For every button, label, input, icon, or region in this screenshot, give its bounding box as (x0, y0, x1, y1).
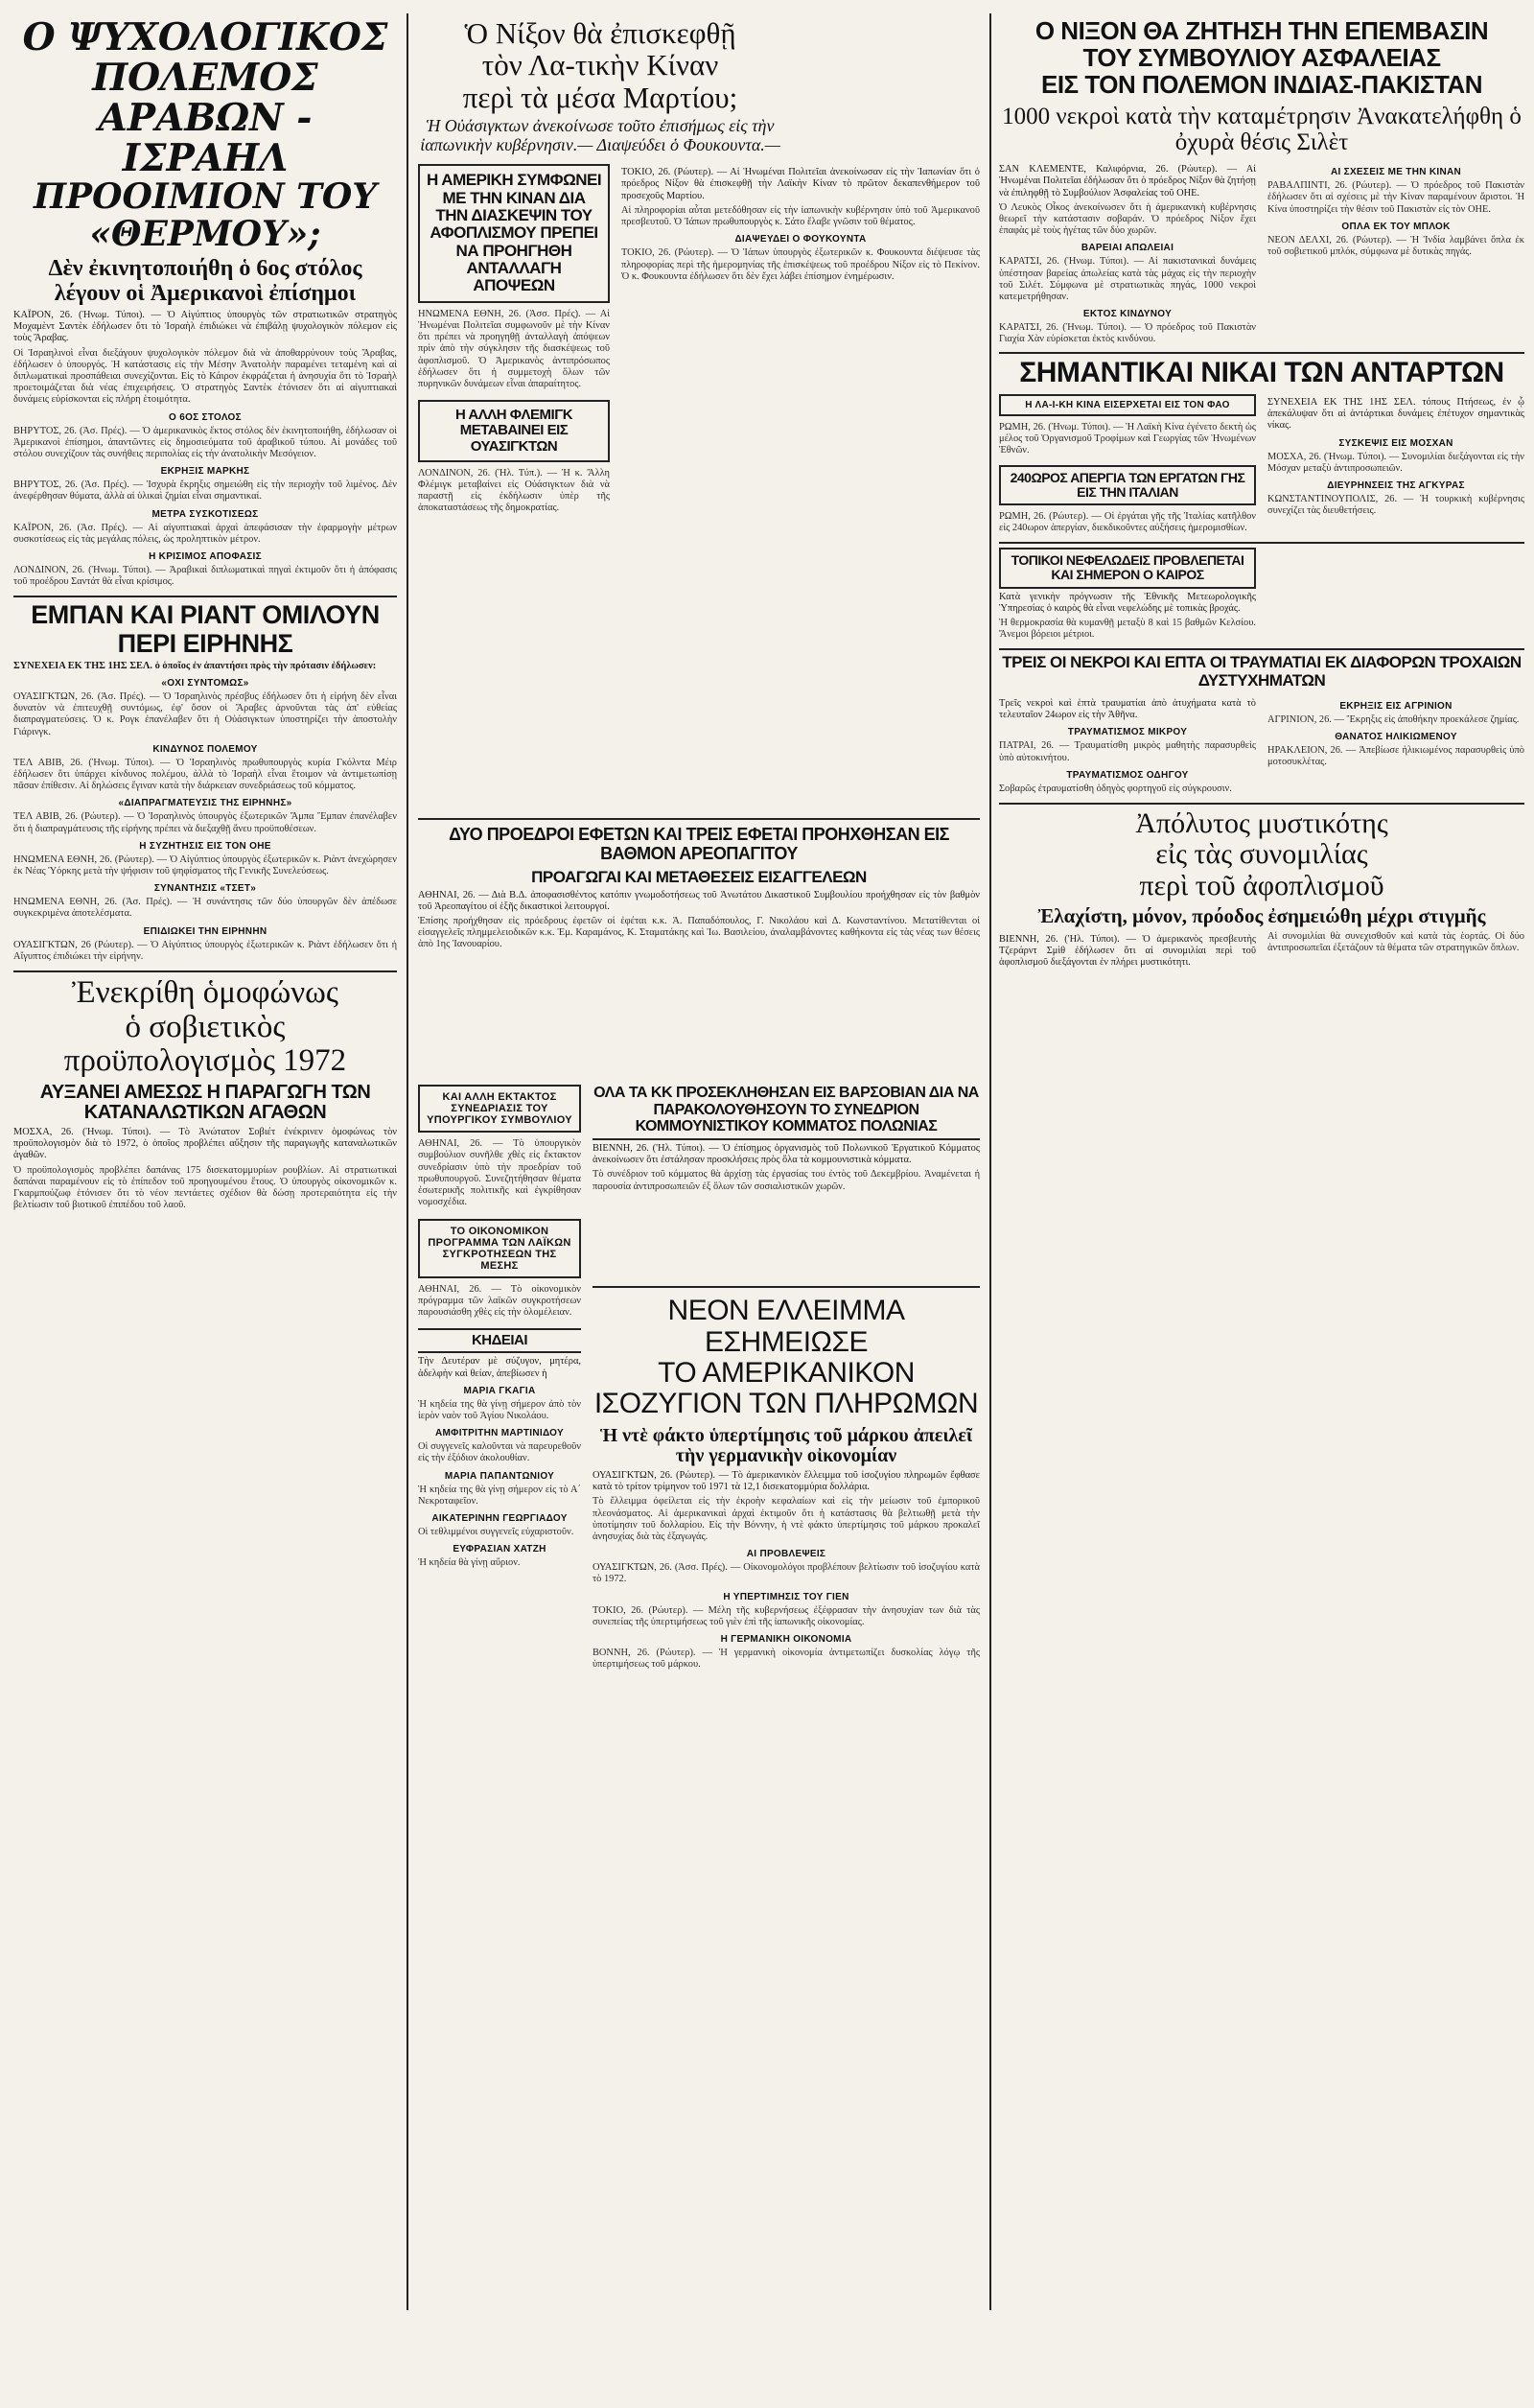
article-text-block: Ὁ προϋπολογισμὸς προβλέπει δαπάνας 175 δισεκατομμυρίων ρουβλίων. Αἱ στρατιωτικαὶ δαπάναι παραμένουν εἰς τὸ ἐπίπεδον τοῦ προηγουμένου ἔτους. Ὁ ὑπουργὸς οἰκονομικῶν κ. Γκαρμπούζωφ ἐτόνισεν ὅτι τὸ νέον πεντάετες σχέδιον θὰ δώσῃ προτεραιότητα εἰς τὴν βελτίωσιν τοῦ βιοτικοῦ ἐπιπέδου τοῦ λαοῦ. (13, 1164, 397, 1211)
column-rule (407, 13, 408, 2310)
article-text-block: Αἱ πληροφορίαι αὗται μετεδόθησαν εἰς τὴν ἰαπωνικὴν κυβέρνησιν ὑπὸ τοῦ Ἀμερικανοῦ πρεσβευτοῦ. Ὁ Ἰάπων πρωθυπουργὸς κ. Σάτο ἔλαβε γνῶσιν τοῦ θέματος. (621, 204, 980, 228)
cabinet-column (418, 1085, 581, 1569)
budget-article (13, 976, 397, 1211)
funerals-body: Τὴν Δευτέραν μὲ σύζυγον, μητέρα, ἀδελφὴν καὶ θείαν, ἀπεβίωσεν ἡ (418, 1356, 581, 1379)
article-text-block: Αἱ συνομιλίαι θὰ συνεχισθοῦν καὶ κατὰ τὰς ἑορτάς. Οἱ δύο ἀντιπροσωπεῖαι ἐξετάζουν τὰ θέματα τῶν στρατηγικῶν ὅπλων. (1267, 930, 1524, 954)
article-text-block: ΑΘΗΝΑΙ, 26. — Τὸ ὑπουργικὸν συμβούλιον συνῆλθε χθὲς εἰς ἔκτακτον συνεδρίασιν ὑπὸ τὴν προεδρίαν τοῦ πρωθυπουργοῦ. Συνεζητήθησαν θέματα ἐσωτερικῆς πολιτικῆς καὶ ἐγκρίθησαν νομοσχέδια. (418, 1138, 581, 1208)
deficit-headline-line-1: ΝΕΟΝ ΕΛΛΕΙΜΜΑ ΕΣΗΜΕΙΩΣΕ (667, 1295, 905, 1358)
deficit-headline-line-2: ΤΟ ΑΜΕΡΙΚΑΝΙΚΟΝ (658, 1357, 915, 1390)
budget-headline-line-1: Ἐνεκρίθη ὁμοφώνως (72, 975, 338, 1011)
courts-article (418, 826, 980, 950)
accidents-article (999, 654, 1524, 795)
funeral-text: Ἡ κηδεία θὰ γίνῃ αὔριον. (418, 1557, 521, 1569)
caption-not-soon: «ΟΧΙ ΣΥΝΤΟΜΩΣ» (161, 677, 249, 689)
courts-body: ΑΘΗΝΑΙ, 26. — Διὰ Β.Δ. ἀποφασισθέντος κατόπιν γνωμοδοτήσεως τοῦ Ἀνωτάτου Δικαστικοῦ Συμβουλίου προήχθησαν εἰς τὸν βαθμὸν τοῦ Ἀρεοπαγίτου οἱ ἑξῆς δικαστικοὶ λειτουργοί. (418, 889, 980, 912)
column-right (999, 17, 1524, 972)
caption-german-economy: Η ΓΕΡΜΑΝΙΚΗ ΟΙΚΟΝΟΜΙΑ (720, 1634, 852, 1646)
rebels-article (999, 358, 1524, 535)
secrecy-headline-line-2: εἰς τὰς συνομιλίας (1155, 838, 1368, 871)
section-divider (999, 648, 1524, 650)
deficit-body: ΟΥΑΣΙΓΚΤΩΝ, 26. (Ρώυτερ). — Τὸ ἀμερικανικὸν ἔλλειμμα τοῦ ἰσοζυγίου πληρωμῶν ἔφθασε κατὰ τὸ τρίτον τρίμηνον τοῦ 1971 τὰ 12,1 δισεκατομμύρια δολλάρια. (593, 1470, 980, 1493)
caption-un-debate: Η ΣΥΖΗΤΗΣΙΣ ΕΙΣ ΤΟΝ ΟΗΕ (139, 840, 271, 852)
caption-war-danger: ΚΙΝΔΥΝΟΣ ΠΟΛΕΜΟΥ (152, 743, 258, 755)
article-text-block: ΝΕΟΝ ΔΕΛΧΙ, 26. (Ρώυτερ). — Ἡ Ἰνδία λαμβάνει ὅπλα ἐκ τοῦ σοβιετικοῦ μπλόκ, σύμφωνα μὲ δυτικὰς πηγάς. (1267, 234, 1524, 258)
caption-china-relations: ΑΙ ΣΧΕΣΕΙΣ ΜΕ ΤΗΝ ΚΙΝΑΝ (1330, 167, 1462, 178)
funeral-text: Οἱ τεθλιμμένοι συγγενεῖς εὐχαριστοῦν. (418, 1526, 574, 1537)
security-headline-line-3: ΕΙΣ ΤΟΝ ΠΟΛΕΜΟΝ ΙΝΔΙΑΣ-ΠΑΚΙΣΤΑΝ (1040, 70, 1482, 100)
section-divider (999, 542, 1524, 544)
accidents-left (999, 695, 1256, 795)
section-divider (593, 1286, 980, 1288)
china-fao-box (999, 394, 1256, 416)
article-text-block: ΜΟΣΧΑ, 26. (Ἠνωμ. Τύποι). — Συνομιλίαι διεξάγονται εἰς τὴν Μόσχαν μεταξὺ ἀντιπροσωπειῶν. (1267, 451, 1524, 474)
poland-headline: ΟΛΑ ΤΑ ΚΚ ΠΡΟΣΕΚΛΗΘΗΣΑΝ ΕΙΣ ΒΑΡΣΟΒΙΑΝ ΔΙΑ ΝΑ ΠΑΡΑΚΟΛΟΥΘΗΣΟΥΝ ΤΟ ΣΥΝΕΔΡΙΟΝ ΚΟΜΜΟΥΝΙΣΤΙΚΟΥ ΚΟΜΜΑΤΟΣ ΠΟΛΩΝΙΑΣ (593, 1085, 980, 1140)
caption-forecasts: ΑΙ ΠΡΟΒΛΕΨΕΙΣ (746, 1549, 826, 1560)
funeral-name: ΑΙΚΑΤΕΡΙΝΗΝ ΓΕΩΡΓΙΑΔΟΥ (431, 1512, 568, 1524)
article-text-block: ΛΟΝΔΙΝΟΝ, 26. (Ἠνωμ. Τύποι). — Ἀραβικαὶ διπλωματικαὶ πηγαὶ ἐκτιμοῦν ὅτι ἡ ἀπόφασις τοῦ προέδρου Σαντάτ θὰ εἶναι κρίσιμος. (13, 565, 397, 588)
caption-moscow-talks: ΣΥΣΚΕΨΙΣ ΕΙΣ ΜΟΣΧΑΝ (1338, 437, 1453, 449)
secrecy-headline-line-3: περὶ τοῦ ἀφοπλισμοῦ (1139, 869, 1384, 901)
article-text-block: ΗΡΑΚΛΕΙΟΝ, 26. — Ἀπεβίωσε ἡλικιωμένος παρασυρθεὶς ὑπὸ μοτοσυκλέτας. (1267, 745, 1524, 768)
security-subhead: 1000 νεκροὶ κατὰ τὴν καταμέτρησιν Ἀνακατελήφθη ὁ ὀχυρὰ θέσις Σιλὲτ (1002, 104, 1522, 156)
column-rule (989, 13, 991, 2310)
peace-intro: ΣΥΝΕΧΕΙΑ ΕΚ ΤΗΣ 1ΗΣ ΣΕΛ. ὁ ὁποῖος ἐν ἀπαντήσει πρὸς τὴν πρότασιν ἐδήλωσεν: (13, 660, 377, 671)
caption-ankara: ΔΙΕΥΡΗΝΣΕΙΣ ΤΗΣ ΑΓΚΥΡΑΣ (1327, 480, 1465, 492)
article-text-block: Ἐπίσης προήχθησαν εἰς πρόεδρους ἐφετῶν οἱ ἐφέται κ.κ. Ἀ. Παπαδόπουλος, Γ. Νικολάου καὶ Δ. Κωνσταντίνου. Μετατίθενται οἱ εἰσαγγελεῖς πλημμελειοδικῶν κ.κ. Ἐμ. Καραμάνος, Κ. Σταματάκης καὶ Ἰω. Βασιλείου, ἀναλαμβάνοντες καθήκοντα εἰς τὰς νέας των θέσεις ἀπὸ 1ης Ἰανουαρίου. (418, 915, 980, 950)
article-text-block: ΤΟΚΙΟ, 26. (Ρώυτερ). — Μέλη τῆς κυβερνήσεως ἐξέφρασαν τὴν ἀνησυχίαν των διὰ τὰς συνεπείας τῆς ὑπερτιμήσεως τοῦ γιὲν ἐπὶ τῆς ἰαπωνικῆς οἰκονομίας. (593, 1604, 980, 1627)
deficit-subhead: Ἡ ντὲ φάκτο ὑπερτίμησις τοῦ μάρκου ἀπειλεῖ τὴν γερμανικὴν οἰκονομίαν (599, 1424, 973, 1467)
article-text-block: ΤΕΛ ΑΒΙΒ, 26. (Ἠνωμ. Τύποι). — Ὁ Ἰσραηλινὸς πρωθυπουργὸς κυρία Γκόλντα Μέιρ ἐδήλωσεν ὅτι ὑπάρχει κίνδυνος πολέμου, ἀλλὰ τὸ Ἰσραὴλ εἶναι ἕτοιμον νὰ ἀντιμετωπίσῃ πᾶσαν ἐπίθεσιν. Αἱ δηλώσεις ἔγιναν κατὰ τὴν διάρκειαν συνεδριάσεως τοῦ κόμματος. (13, 757, 397, 792)
security-headline-line-2: ΤΟΥ ΣΥΜΒΟΥΛΙΟΥ ΑΣΦΑΛΕΙΑΣ (1082, 43, 1441, 73)
caption-child-injury: ΤΡΑΥΜΑΤΙΣΜΟΣ ΜΙΚΡΟΥ (1067, 727, 1188, 738)
nixon-headline-line-1: Ὁ Νίξον θὰ ἐπισκεφθῇ (464, 16, 736, 50)
rebels-left (999, 394, 1256, 534)
middle-upper-section (418, 164, 980, 1085)
article-text-block: ΑΘΗΝΑΙ, 26. — Τὸ οἰκονομικὸν πρόγραμμα τῶν λαϊκῶν συγκροτήσεων παρουσιάσθη χθὲς εἰς τὴν ὁλομέλειαν. (418, 1283, 581, 1318)
us-china-headline: Η ΑΜΕΡΙΚΗ ΣΥΜΦΩΝΕΙ ΜΕ ΤΗΝ ΚΙΝΑΝ ΔΙΑ ΤΗΝ ΔΙΑΣΚΕΨΙΝ ΤΟΥ ΑΦΟΠΛΙΣΜΟΥ ΠΡΕΠΕΙ ΝΑ ΠΡΟΗΓΗΘΗ ΑΝΤΑΛΛΑΓΗ ΑΠΟΨΕΩΝ (426, 171, 602, 295)
article-text-block: ΡΩΜΗ, 26. (Ἠνωμ. Τύποι). — Ἡ Λαϊκὴ Κίνα ἐγένετο δεκτὴ ὡς μέλος τοῦ Ὀργανισμοῦ Τροφίμων καὶ Γεωργίας τῶν Ἡνωμένων Ἐθνῶν. (999, 422, 1256, 456)
strike-box (999, 465, 1256, 505)
article-text-block: ΡΑΒΑΛΠΙΝΤΙ, 26. (Ρώυτερ). — Ὁ πρόεδρος τοῦ Πακιστὰν ἐδήλωσεν ὅτι αἱ σχέσεις μὲ τὴν Κίναν παραμένουν ἄριστοι. Ἡ Κίνα ὑποστηρίζει τὴν θέσιν τοῦ Πακιστὰν εἰς τὸν ΟΗΕ. (1267, 180, 1524, 215)
nixon-china-article (418, 17, 782, 154)
nixon-subhead: Ἡ Οὐάσιγκτων ἀνεκοίνωσε τοῦτο ἐπισήμως εἰς τὴν ἰαπωνικὴν κυβέρνησιν.— Διαψεύδει ὁ Φουκουντα.— (420, 116, 780, 154)
budget-subhead: ΑΥΞΑΝΕΙ ΑΜΕΣΩΣ Η ΠΑΡΑΓΩΓΗ ΤΩΝ ΚΑΤΑΝΑΛΩΤΙΚΩΝ ΑΓΑΘΩΝ (39, 1081, 371, 1124)
weather-box (999, 548, 1256, 588)
caption-yen: Η ΥΠΕΡΤΙΜΗΣΙΣ ΤΟΥ ΓΙΕΝ (723, 1591, 849, 1602)
funerals-title: ΚΗΔΕΙΑΙ (418, 1328, 581, 1353)
secrecy-headline-line-1: Ἀπόλυτος μυστικότης (1135, 807, 1388, 840)
funeral-text: Ἡ κηδεία της θὰ γίνῃ σήμερον ἀπὸ τὸν ἱερὸν ναὸν τοῦ Ἁγίου Νικολάου. (418, 1398, 581, 1421)
economy-box (418, 1219, 581, 1278)
section-divider (999, 352, 1524, 354)
column-left (13, 17, 397, 1212)
funeral-name: ΑΜΦΙΤΡΙΤΗΝ ΜΑΡΤΙΝΙΔΟΥ (435, 1428, 564, 1439)
courts-headline: ΔΥΟ ΠΡΟΕΔΡΟΙ ΕΦΕΤΩΝ ΚΑΙ ΤΡΕΙΣ ΕΦΕΤΑΙ ΠΡΟΗΧΘΗΣΑΝ ΕΙΣ ΒΑΘΜΟΝ ΑΡΕΟΠΑΓΙΤΟΥ (449, 825, 949, 863)
funeral-text: Οἱ συγγενεῖς καλοῦνται νὰ παρευρεθοῦν εἰς τὴν ἐξόδιον ἀκολουθίαν. (418, 1441, 581, 1464)
section-divider (13, 596, 397, 597)
secrecy-article (999, 808, 1524, 971)
caption-heavy-losses: ΒΑΡΕΙΑΙ ΑΠΩΛΕΙΑΙ (1081, 243, 1174, 254)
budget-headline-line-2: ὁ σοβιετικὸς (125, 1009, 286, 1044)
security-body: ΣΑΝ ΚΛΕΜΕΝΤΕ, Καλιφόρνια, 26. (Ρώυτερ). — Αἱ Ἡνωμέναι Πολιτεῖαι ἐδήλωσαν ὅτι ὁ πρόεδρος Νίξον θὰ ζητήσῃ νὰ ἐπιληφθῇ τὸ Συμβούλιον Ἀσφαλείας τοῦ ΟΗΕ. (999, 164, 1256, 199)
caption-bloc-weapons: ΟΠΛΑ ΕΚ ΤΟΥ ΜΠΛΟΚ (1341, 221, 1451, 232)
weather-body: Κατὰ γενικὴν πρόγνωσιν τῆς Ἐθνικῆς Μετεωρολογικῆς Ὑπηρεσίας ὁ καιρὸς θὰ εἶναι νεφελώδης μὲ τοπικὰς βροχάς. (999, 591, 1256, 614)
security-body-columns (999, 161, 1524, 345)
article-text-block: ΑΓΡΙΝΙΟΝ, 26. — Ἔκρηξις εἰς ἀποθήκην προεκάλεσε ζημίας. (1267, 714, 1520, 726)
security-council-article (999, 17, 1524, 346)
caption-china-fao: Η ΛΑ-Ι-ΚΗ ΚΙΝΑ ΕΙΣΕΡΧΕΤΑΙ ΕΙΣ ΤΟΝ ΦΑΟ (1025, 400, 1230, 411)
main-headline-line-1: Ο ΨΥΧΟΛΟΓΙΚΟΣ ΠΟΛΕΜΟΣ (22, 15, 388, 101)
caption-out-of-danger: ΕΚΤΟΣ ΚΙΝΔΥΝΟΥ (1082, 309, 1173, 320)
nixon-body-column (621, 164, 980, 283)
secrecy-subhead: Ἐλαχίστη, μόνον, πρόοδος ἐσημειώθη μέχρι στιγμῆς (1037, 904, 1486, 928)
section-divider (418, 818, 980, 820)
main-article (13, 17, 397, 588)
main-subhead: Δὲν ἐκινητοποιήθη ὁ 6ος στόλος λέγουν οἱ Ἀμερικανοὶ ἐπίσημοι (48, 256, 362, 307)
article-text-block: ΤΟΚΙΟ, 26. (Ρώυτερ). — Ὁ Ἰάπων ὑπουργὸς ἐξωτερικῶν κ. Φουκουντα διέψευσε τὰς πληροφορίας περὶ τῆς ἡμερομηνίας τῆς ἐπισκέψεως τοῦ προέδρου Νίξον εἰς τὸ Πεκίνον. Ὁ κ. Φουκουντα ἐδήλωσεν ὅτι δὲν ἔχει λάβει ἐπίσημον ἐνημέρωσιν. (621, 247, 980, 282)
caption-cabinet: ΚΑΙ ΑΛΛΗ ΕΚΤΑΚΤΟΣ ΣΥΝΕΔΡΙΑΣΙΣ ΤΟΥ ΥΠΟΥΡΓΙΚΟΥ ΣΥΜΒΟΥΛΙΟΥ (427, 1091, 572, 1127)
secrecy-body: ΒΙΕΝΝΗ, 26. ('Ηλ. Τύποι). — Ὁ ἀμερικανὸς πρεσβευτὴς Τζεράρντ Σμὶθ ἐδήλωσεν ὅτι αἱ συνομιλίαι περὶ τοῦ ἀφοπλισμοῦ διεξάγονται ἐν πλήρει μυστικότητι. (999, 933, 1256, 969)
us-china-box (418, 164, 610, 303)
security-body-right (1267, 161, 1524, 345)
middle-lower-section (418, 1085, 980, 2408)
article-text-block: Ἡ θερμοκρασία θὰ κυμανθῇ μεταξὺ 8 καὶ 15 βαθμῶν Κελσίου. Ἄνεμοι βόρειοι μέτριοι. (999, 617, 1256, 641)
article-text-block: ΟΥΑΣΙΓΚΤΩΝ, 26 (Ρώυτερ). — Ὁ Αἰγύπτιος ὑπουργὸς ἐξωτερικῶν κ. Ριὰντ ἐδήλωσεν ὅτι ἡ Αἴγυπτος ἐπιδιώκει τὴν εἰρήνην. (13, 939, 397, 962)
article-text-block: ΠΑΤΡΑΙ, 26. — Τραυματίσθη μικρὸς μαθητὴς παρασυρθεὶς ὑπὸ αὐτοκινήτου. (999, 740, 1256, 763)
secrecy-columns (999, 931, 1524, 972)
article-text-block: ΟΥΑΣΙΓΚΤΩΝ, 26. (Ἀσ. Πρές). — Ὁ Ἰσραηλινὸς πρέσβυς ἐδήλωσεν ὅτι ἡ εἰρήνη δὲν εἶναι δυνατὸν νὰ ἐπιτευχθῇ συντόμως, ἐφ' ὅσον οἱ Ἄραβες ἀρνοῦνται τὰς ἀπ' εὐθείας διαπραγματεύσεις. Ὁ κ. Ρογκ ἐπανέλαβεν ὅτι ἡ Οὐάσιγκτων ὑποστηρίζει τὴν ἀποστολὴν Γιάρινγκ. (13, 690, 397, 737)
peace-article (13, 601, 397, 963)
article-text-block: ΤΕΛ ΑΒΙΒ, 26. (Ρώυτερ). — Ὁ Ἰσραηλινὸς ὑπουργὸς ἐξωτερικῶν Ἄμπα Ἔμπαν ἐπανέλαβεν ὅτι ἡ διαπραγμάτευσις τῆς εἰρήνης πρέπει νὰ διεξαχθῇ ἄνευ προϋποθέσεων. (13, 811, 397, 834)
article-text-block: ΚΑΡΑΤΣΙ, 26. (Ἠνωμ. Τύποι). — Ὁ πρόεδρος τοῦ Πακιστὰν Γιαχία Χὰν εὑρίσκεται ἐκτὸς κινδύνου. (999, 322, 1256, 345)
flemig-box (418, 400, 610, 462)
funerals-section (418, 1328, 581, 1569)
caption-explosion: ΕΚΡΗΞΙΣ ΜΑΡΚΗΣ (160, 466, 250, 478)
section-divider (999, 803, 1524, 805)
article-text-block: ΒΗΡΥΤΟΣ, 26. (Ἀσ. Πρές). — Ὁ ἀμερικανικὸς ἕκτος στόλος δὲν ἐκινητοποιήθη, ἐδήλωσαν οἱ Ἀμερικανοὶ ἐπίσημοι, ἀπαντῶντες εἰς δημοσιεύματα τοῦ ἀραβικοῦ τύπου. Αἱ μονάδες τοῦ στόλου συνεχίζουν τὰς συνήθεις περιπολίας εἰς τὴν ἀνατολικὴν Μεσόγειον. (13, 425, 397, 460)
article-text-block: ΗΝΩΜΕΝΑ ΕΘΝΗ, 26. (Ἀσ. Πρές). — Ἡ συνάντησις τῶν δύο ὑπουργῶν δὲν ἀπέδωσε συγκεκριμένα ἀποτελέσματα. (13, 897, 397, 920)
article-text-block: ΗΝΩΜΕΝΑ ΕΘΝΗ, 26. (Ρώυτερ). — Ὁ Αἰγύπτιος ὑπουργὸς ἐξωτερικῶν κ. Ριὰντ ἀνεχώρησεν ἐκ Νέας Ὑόρκης μετὰ τὴν ψήφισιν τοῦ ψηφίσματος τῆς Γενικῆς Συνελεύσεως. (13, 853, 397, 877)
flemig-headline: Η ΑΛΛΗ ΦΛΕΜΙΓΚ ΜΕΤΑΒΑΙΝΕΙ ΕΙΣ ΟΥΑΣΙΓΚΤΩΝ (454, 407, 573, 455)
article-text-block: ΗΝΩΜΕΝΑ ΕΘΝΗ, 26. (Ἀσσ. Πρές). — Αἱ Ἡνωμέναι Πολιτεῖαι συμφωνοῦν μὲ τὴν Κίναν ὅτι πρέπει νὰ προηγηθῇ ἀνταλλαγὴ ἀπόψεων πρὶν ἀπὸ τὴν σύγκλησιν τῆς διασκέψεως τοῦ ἀφοπλισμοῦ. Ὁ Ἀμερικανὸς ἀντιπρόσωπος ἐδήλωσεν ὅτι ἡ συμμετοχὴ ὅλων τῶν πυρηνικῶν δυνάμεων εἶναι ἀπαραίτητος. (418, 308, 610, 390)
security-headline-line-1: Ο ΝΙΞΟΝ ΘΑ ΖΗΤΗΣΗ ΤΗΝ ΕΠΕΜΒΑΣΙΝ (1034, 16, 1489, 45)
rebels-body: ΣΥΝΕΧΕΙΑ ΕΚ ΤΗΣ 1ΗΣ ΣΕΛ. τόπους Πτήσεως, ἐν ᾧ ἀπεκάλυψαν ὅτι αἱ ἀντάρτικαι δυνάμεις ἐπέτυχον σημαντικὰς νίκας. (1267, 397, 1524, 432)
caption-agrinio: ΕΚΡΗΞΙΣ ΕΙΣ ΑΓΡΙΝΙΟΝ (1339, 701, 1453, 713)
us-china-column (418, 164, 610, 514)
article-text-block: ΚΑΪΡΟΝ, 26. (Ἀσ. Πρές). — Αἱ αἰγυπτιακαὶ ἀρχαὶ ἀπεφάσισαν τὴν ἐφαρμογὴν μέτρων συσκοτίσεως εἰς τὰς μεγάλας πόλεις, ὡς προληπτικὸν μέτρον. (13, 522, 397, 545)
poland-article (593, 1085, 980, 1193)
main-article-text-block: Οἱ Ἰσραηλινοὶ εἶναι διεξάγουν ψυχολογικὸν πόλεμον διὰ νὰ ἀποθαρρύνουν τοὺς Ἄραβας, ἐδήλωσεν ὁ ὑπουργός. Ἡ κατάστασις εἰς τὴν Μέσην Ἀνατολὴν παραμένει τεταμένη καὶ αἱ διπλωματικαὶ προσπάθειαι συνεχίζονται. Εἰς τὸ Κάιρον ἐκφράζεται ἡ ἀνησυχία ὅτι τὸ Ἰσραὴλ προετοιμάζεται διὰ νέας ἐπιχειρήσεις. Ὁ στρατηγὸς Σαντὲκ ἐτόνισεν ὅτι αἱ αἰγυπτιακαὶ δυνάμεις εὑρίσκονται εἰς πλήρη ἑτοιμότητα. (13, 347, 397, 406)
accidents-headline: ΤΡΕΙΣ ΟΙ ΝΕΚΡΟΙ ΚΑΙ ΕΠΤΑ ΟΙ ΤΡΑΥΜΑΤΙΑΙ ΕΚ ΔΙΑΦΟΡΩΝ ΤΡΟΧΑΙΩΝ ΔΥΣΤΥΧΗΜΑΤΩΝ (1002, 653, 1522, 690)
article-text-block: ΒΟΝΝΗ, 26. (Ρώυτερ). — Ἡ γερμανικὴ οἰκονομία ἀντιμετωπίζει δυσκολίας λόγῳ τῆς ὑπερτιμήσεως τοῦ μάρκου. (593, 1648, 980, 1671)
weather-article (999, 548, 1256, 641)
main-headline-line-3: ΠΡΟΟΙΜΙΟΝ ΤΟΥ «ΘΕΡΜΟΥ»; (34, 176, 377, 255)
secrecy-left (999, 931, 1256, 972)
accidents-columns (999, 695, 1524, 795)
funeral-name: ΜΑΡΙΑ ΓΚΑΓΙΑ (463, 1385, 536, 1396)
poland-body: ΒΙΕΝΝΗ, 26. ('Ηλ. Τύποι). — Ὁ ἐπίσημος ὀργανισμὸς τοῦ Πολωνικοῦ Ἐργατικοῦ Κόμματος ἀνεκοίνωσεν ὅτι ἐστάλησαν προσκλήσεις πρὸς ὅλα τὰ κομμουνιστικὰ κόμματα. (593, 1143, 980, 1166)
caption-seeks-peace: ΕΠΙΔΙΩΚΕΙ ΤΗΝ ΕΙΡΗΝΗΝ (143, 925, 267, 937)
article-text-block: Σοβαρῶς ἐτραυματίσθη ὁδηγὸς φορτηγοῦ εἰς σύγκρουσιν. (999, 783, 1232, 794)
budget-body: ΜΟΣΧΑ, 26. (Ἠνωμ. Τύποι). — Τὸ Ἀνώτατον Σοβιέτ ἐνέκρινεν ὁμοφώνως τὸν προϋπολογισμὸν διὰ τὸ 1972, ὁ ὁποῖος προβλέπει αὔξησιν τῆς παραγωγῆς καταναλωτικῶν ἀγαθῶν. (13, 1127, 397, 1161)
budget-headline-line-3: προϋπολογισμὸς 1972 (63, 1043, 347, 1079)
article-text-block: ΒΗΡΥΤΟΣ, 26. (Ἀσ. Πρές). — Ἰσχυρὰ ἔκρηξις σημειώθη εἰς τὴν περιοχὴν τοῦ λιμένος. Δὲν ἀνεφέρθησαν θύματα, ἀλλὰ αἱ ὑλικαὶ ζημίαι εἶναι σημαντικαί. (13, 479, 397, 503)
funeral-name: ΜΑΡΙΑ ΠΑΠΑΝΤΩΝΙΟΥ (444, 1470, 555, 1482)
article-text-block: ΟΥΑΣΙΓΚΤΩΝ, 26. (Ἀσσ. Πρές). — Οἰκονομολόγοι προβλέπουν βελτίωσιν τοῦ ἰσοζυγίου κατὰ τὸ 1972. (593, 1562, 980, 1585)
caption-peace-talks: «ΔΙΑΠΡΑΓΜΑΤΕΥΣΙΣ ΤΗΣ ΕΙΡΗΝΗΣ» (118, 798, 292, 809)
accidents-body: Τρεῖς νεκροὶ καὶ ἑπτὰ τραυματίαι ἀπὸ ἀτυχήματα κατὰ τὸ τελευταῖον 24ωρον εἰς τὴν Ἀθῆνα. (999, 698, 1256, 721)
article-text-block: Τὸ συνέδριον τοῦ κόμματος θὰ ἀρχίσῃ τὰς ἐργασίας του ἐντὸς τοῦ Δεκεμβρίου. Ἀναμένεται ἡ παρουσία ἀντιπροσωπειῶν ἐξ ὅλων τῶν σοσιαλιστικῶν χωρῶν. (593, 1169, 980, 1192)
main-headline-line-2: ΑΡΑΒΩΝ - ΙΣΡΑΗΛ (98, 96, 313, 181)
accidents-right (1267, 695, 1524, 795)
caption-meeting: ΣΥΝΑΝΤΗΣΙΣ «ΤΣΕΤ» (153, 883, 257, 895)
rebels-headline: ΣΗΜΑΝΤΙΚΑΙ ΝΙΚΑΙ ΤΩΝ ΑΝΤΑΡΤΩΝ (1019, 356, 1504, 388)
nixon-body: ΤΟΚΙΟ, 26. (Ρώυτερ). — Αἱ Ἡνωμέναι Πολιτεῖαι ἀνεκοίνωσαν εἰς τὴν Ἰαπωνίαν ὅτι ὁ πρόεδρος Νίξον θὰ ἐπισκεφθῇ τὴν Λαϊκὴν Κίναν τὸ πρῶτον δεκαπενθήμερον τοῦ προσεχοῦς Μαρτίου. (621, 167, 980, 201)
section-divider (13, 970, 397, 972)
caption-elderly-death: ΘΑΝΑΤΟΣ ΗΛΙΚΙΩΜΕΝΟΥ (1335, 732, 1457, 743)
article-text-block: ΛΟΝΔΙΝΟΝ, 26. (Ἠλ. Τύπ.). — Ἡ κ. Ἄλλη Φλέμιγκ μεταβαίνει εἰς Οὐάσιγκτων διὰ νὰ παραστῇ εἰς ἐκδήλωσιν ὑπὲρ τῆς ἀποκαταστάσεως τῆς δημοκρατίας. (418, 467, 610, 514)
article-text-block: ΚΑΡΑΤΣΙ, 26. (Ἠνωμ. Τύποι). — Αἱ πακιστανικαὶ δυνάμεις ὑπέστησαν βαρείας ἀπωλείας κατὰ τὰς μάχας εἰς τὴν περιοχὴν τοῦ Σιλέτ. Σύμφωνα μὲ στρατιωτικὰς πηγάς, 1000 νεκροὶ κατεμετρήθησαν. (999, 256, 1256, 303)
article-text-block: Τὸ ἔλλειμμα ὀφείλεται εἰς τὴν ἐκροὴν κεφαλαίων καὶ εἰς τὴν μείωσιν τοῦ ἐμπορικοῦ πλεονάσματος. Αἱ ἀμερικανικαὶ ἀρχαὶ ἐκτιμοῦν ὅτι ἡ κατάστασις θὰ βελτιωθῇ μετὰ τὴν ὑποτίμησιν τοῦ δολλαρίου. Εἰς τὴν Βόννην, ἡ ντὲ φάκτο ὑπερτίμησις τοῦ μάρκου προκαλεῖ ἀνησυχίας διὰ τὰς ἐξαγωγάς. (593, 1496, 980, 1543)
strike-headline: 240ΩΡΟΣ ΑΠΕΡΓΙΑ ΤΩΝ ΕΡΓΑΤΩΝ ΓΗΣ ΕΙΣ ΤΗΝ ΙΤΑΛΙΑΝ (1010, 469, 1245, 500)
caption-denial: ΔΙΑΨΕΥΔΕΙ Ο ΦΟΥΚΟΥΝΤΑ (734, 234, 867, 245)
funeral-text: Ἡ κηδεία της θὰ γίνῃ σήμερον εἰς τὸ Α΄ Νεκροταφεῖον. (418, 1484, 581, 1507)
nixon-headline-line-2: τὸν Λα-τικὴν Κίναν (481, 48, 719, 82)
nixon-headline-line-3: περὶ τὰ μέσα Μαρτίου; (462, 80, 738, 114)
cabinet-box (418, 1085, 581, 1133)
courts-subhead: ΠΡΟΑΓΩΓΑΙ ΚΑΙ ΜΕΤΑΘΕΣΕΙΣ ΕΙΣΑΓΓΕΛΕΩΝ (531, 868, 867, 887)
rebels-right (1267, 394, 1524, 534)
peace-headline: ΕΜΠΑΝ ΚΑΙ ΡΙΑΝΤ ΟΜΙΛΟΥΝ ΠΕΡΙ ΕΙΡΗΝΗΣ (31, 600, 380, 658)
deficit-article (593, 1296, 980, 1671)
security-body-left (999, 161, 1256, 345)
article-text-block: ΡΩΜΗ, 26. (Ρώυτερ). — Οἱ ἐργάται γῆς τῆς Ἰταλίας κατῆλθον εἰς 240ωρον ἀπεργίαν, διεκδικοῦντες αὐξήσεις ἡμερομισθίων. (999, 510, 1256, 534)
weather-headline: ΤΟΠΙΚΟΙ ΝΕΦΕΛΩΔΕΙΣ ΠΡΟΒΛΕΠΕΤΑΙ ΚΑΙ ΣΗΜΕΡΟΝ Ο ΚΑΙΡΟΣ (1011, 552, 1244, 583)
article-text-block: ΚΩΝΣΤΑΝΤΙΝΟΥΠΟΛΙΣ, 26. — Ἡ τουρκικὴ κυβέρνησις συνεχίζει τὰς διευθετήσεις. (1267, 494, 1524, 517)
caption-driver-injury: ΤΡΑΥΜΑΤΙΣΜΟΣ ΟΔΗΓΟΥ (1066, 769, 1189, 781)
main-article-body: ΚΑΪΡΟΝ, 26. (Ἠνωμ. Τύποι). — Ὁ Αἰγύπτιος ὑπουργὸς τῶν στρατιωτικῶν στρατηγὸς Μοχαμὲντ Σαντὲκ ἐδήλωσεν ὅτι τὸ Ἰσραὴλ ἐπιδιώκει νὰ ἐπιβάλῃ ψυχολογικὸν πόλεμον εἰς τοὺς Ἄραβας. (13, 310, 397, 344)
article-text-block: Ὁ Λευκὸς Οἶκος ἀνεκοίνωσεν ὅτι ἡ ἀμερικανικὴ κυβέρνησις θεωρεῖ τὴν κατάστασιν σοβαράν. Ὁ πρόεδρος Νίξον ἔχει ἐπαφὰς μὲ τοὺς ἡγέτας τῶν δύο χωρῶν. (999, 201, 1256, 237)
rebels-columns (999, 394, 1524, 534)
caption-economy: ΤΟ ΟΙΚΟΝΟΜΙΚΟΝ ΠΡΟΓΡΑΜΜΑ ΤΩΝ ΛΑΪΚΩΝ ΣΥΓΚΡΟΤΗΣΕΩΝ ΤΗΣ ΜΕΣΗΣ (428, 1225, 571, 1272)
funeral-name: ΕΥΦΡΑΣΙΑΝ ΧΑΤΖΗ (453, 1544, 546, 1555)
deficit-headline-line-3: ΙΣΟΖΥΓΙΟΝ ΤΩΝ ΠΛΗΡΩΜΩΝ (593, 1388, 979, 1420)
secrecy-right (1267, 931, 1524, 972)
caption-critical-decision: Η ΚΡΙΣΙΜΟΣ ΑΠΟΦΑΣΙΣ (149, 551, 262, 563)
caption-6th-fleet: Ο 6ΟΣ ΣΤΟΛΟΣ (169, 411, 242, 423)
caption-blackout-measures: ΜΕΤΡΑ ΣΥΣΚΟΤΙΣΕΩΣ (151, 508, 259, 520)
column-middle (418, 17, 980, 2408)
